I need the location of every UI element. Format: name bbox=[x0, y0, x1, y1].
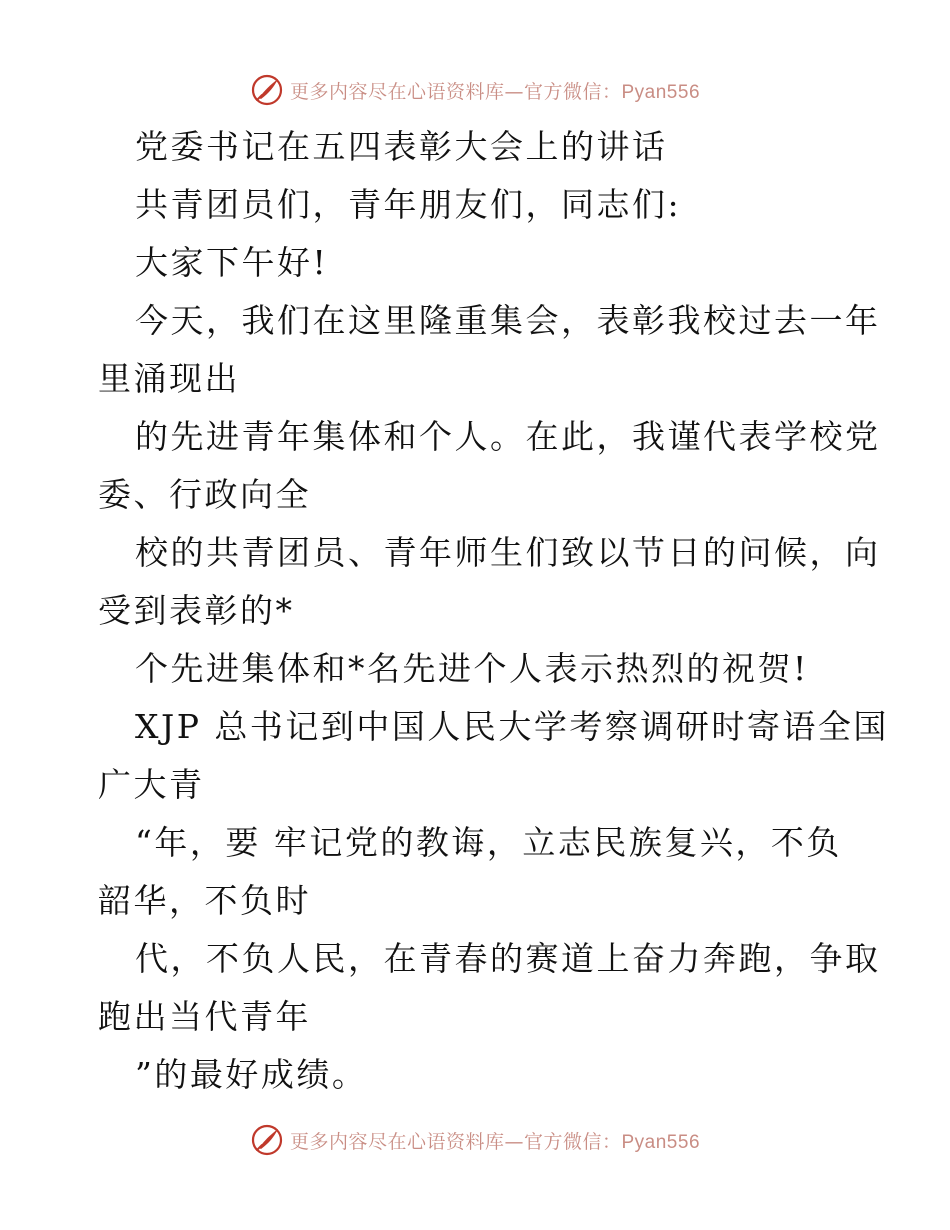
text-line: 党委书记在五四表彰大会上的讲话 bbox=[135, 127, 668, 166]
text-line: 共青团员们，青年朋友们，同志们: bbox=[135, 185, 682, 224]
text-line: 受到表彰的* bbox=[98, 591, 295, 630]
text-line: 韶华，不负时 bbox=[98, 881, 311, 920]
text-line: 的先进青年集体和个人。在此，我谨代表学校党 bbox=[135, 417, 881, 456]
document-body bbox=[98, 118, 889, 1104]
text-line: ”的最好成绩。 bbox=[135, 1055, 368, 1094]
text-line: 广大青 bbox=[98, 765, 205, 804]
watermark-text: 更多内容尽在心语资料库—官方微信：Pyan556 bbox=[289, 1130, 701, 1153]
text-line: 大家下午好! bbox=[135, 243, 329, 282]
footer-watermark bbox=[0, 1120, 950, 1160]
text-line: 今天，我们在这里隆重集会，表彰我校过去一年 bbox=[135, 301, 881, 340]
quill-logo-icon bbox=[250, 73, 284, 107]
text-line: 个先进集体和*名先进个人表示热烈的祝贺! bbox=[135, 649, 809, 688]
text-line: 跑出当代青年 bbox=[98, 997, 311, 1036]
quill-logo-icon bbox=[250, 1123, 284, 1157]
text-line: 代，不负人民，在青春的赛道上奋力奔跑，争取 bbox=[135, 939, 881, 978]
header-watermark bbox=[0, 70, 950, 110]
text-line: 里涌现出 bbox=[98, 359, 240, 398]
watermark-text: 更多内容尽在心语资料库—官方微信：Pyan556 bbox=[289, 80, 701, 103]
text-line: XJP 总书记到中国人民大学考察调研时寄语全国 bbox=[135, 707, 889, 746]
text-line: 委、行政向全 bbox=[98, 475, 311, 514]
text-line: 校的共青团员、青年师生们致以节日的问候，向 bbox=[135, 533, 881, 572]
text-line: “年，要 牢记党的教诲，立志民族复兴，不负 bbox=[135, 823, 842, 862]
